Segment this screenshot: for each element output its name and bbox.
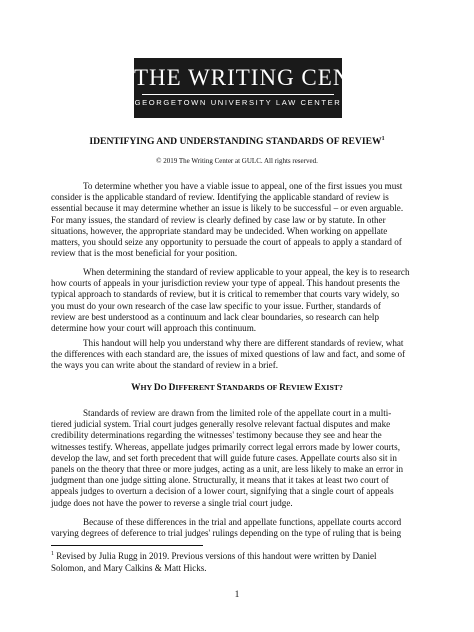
paragraph-line: This handout will help you understand why there are different standards of review, what [83,338,404,348]
paragraph-line: Because of these differences in the trial and appellate functions, appellate courts accord [83,517,402,527]
paragraph-1 [51,181,433,259]
footnote-line [51,549,433,563]
paragraph-line: review are best understood as a continuum and lack clear boundaries, so research can help [51,311,380,322]
paragraph-line: essential because it may determine whether an issue is likely to be successful – or even arguable. [51,203,404,214]
writing-center-logo [134,58,397,118]
paragraph-line: judgment than one judge sitting alone. Structurally, it means that it takes at least two court of [51,475,389,486]
paragraph-line: For many issues, the standard of review is clearly defined by case law or by statute. In other [51,214,386,225]
paragraph-line: how courts of appeals in your jurisdiction review your type of appeal. This handout presents the [51,278,400,289]
paragraph-4 [51,408,433,509]
heading-part: IFFERENT [175,383,217,392]
paragraph-line: appeals judges to overturn a decision of a lower court, signifying that a single court of appeals [51,486,394,497]
logo-main-text: THE WRITING CENTER [134,65,397,90]
paragraph-line: develop the law, and set forth precedent that will guide future cases. Appellate courts also sit in [51,452,397,463]
paragraph-line: tiered judicial system. Trial court judges generally resolve relevant factual disputes and make [51,419,391,430]
paragraph-5 [51,517,433,539]
paragraph-line: you must do your own research of the case law specific to your issue. Further, standards of [51,300,381,311]
paragraph-line: consider is the applicable standard of review. Identifying the applicable standard of review is [51,192,389,203]
footnote-marker: 1 [51,551,54,557]
paragraph-line: panels on the theory that three or more judges, acting as a unit, are less likely to make an error in [51,464,404,475]
document-title [40,136,434,147]
heading-part: O [160,383,169,392]
paragraph-line: the ways you can write about the standard of review in a brief. [51,360,279,371]
paragraph-line: review that is the most beneficial for your position. [51,248,238,259]
paragraph-line: matters, you should seize any opportunity to persuade the court of appeals to apply a standard of [51,237,402,248]
title-footnote-marker: 1 [381,136,385,142]
paragraph-line: Standards of review are drawn from the limited role of the appellate court in a multi- [83,408,392,418]
paragraph-line: witnesses testify. Whereas, appellate judges primarily correct legal errors made by lower courts, [51,441,400,452]
paragraph-line: credibility determinations regarding the witnesses' testimony because they see and hear the [51,430,382,441]
heading-part: D [168,383,176,393]
document-title-text: IDENTIFYING AND UNDERSTANDING STANDARDS OF REVIEW [89,136,382,148]
heading-part: D [153,383,161,393]
paragraph-line: When determining the standard of review applicable to your appeal, the key is to research [83,267,410,277]
heading-part: HY [140,383,154,392]
paragraph-line: situations, however, the appropriate standard may be undecided. When working on appellate [51,225,388,236]
section-heading [40,383,434,393]
footnote-divider [51,545,203,546]
heading-part: XIST? [320,383,343,392]
heading-part: W [131,383,141,393]
heading-part: TANDARDS OF [221,383,280,392]
logo-divider [142,94,334,95]
paragraph-line: the differences with each standard are, the issues of mixed questions of law and fact, and some of [51,349,406,360]
footnote-text: Revised by Julia Rugg in 2019. Previous versions of this handout were written by Daniel [54,551,377,561]
heading-part: E [314,383,321,393]
heading-part: EVIEW [285,383,315,392]
paragraph-line: varying degrees of deference to trial judges' rulings depending on the type of ruling that is being [51,528,402,539]
paragraph-line: judge does not have the power to reverse a single trial court judge. [51,497,293,508]
footnote-line: Solomon, and Mary Calkins & Matt Hicks. [51,562,207,573]
copyright-notice: © 2019 The Writing Center at GULC. All rights reserved. [156,157,318,165]
paragraph-2 [51,267,433,334]
heading-part: R [279,383,286,393]
paragraph-3 [51,338,433,372]
heading-part: S [216,383,222,393]
page-number: 1 [234,590,240,600]
paragraph-line: typical approach to standards of review, but it is critical to remember that courts vary widely, so [51,289,400,300]
paragraph-line: determine how your court will approach this continuum. [51,323,257,334]
logo-sub-text: GEORGETOWN UNIVERSITY LAW CENTER [134,98,342,107]
paragraph-line: To determine whether you have a viable issue to appeal, one of the first issues you must [83,181,403,191]
footnote [51,549,433,574]
